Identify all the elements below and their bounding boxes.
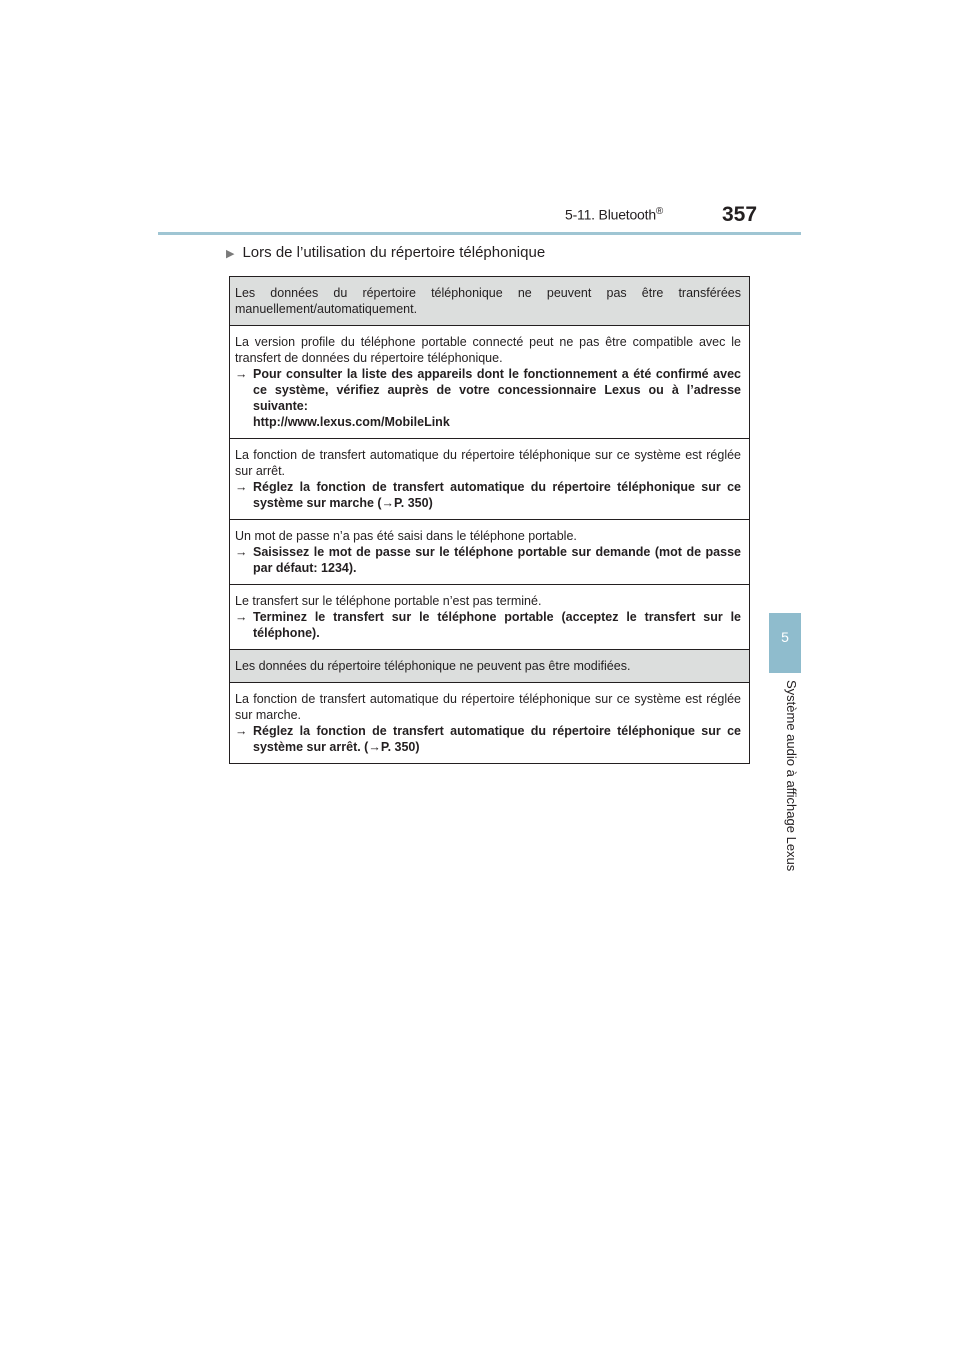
- section-heading-text: Lors de l’utilisation du répertoire téléphonique: [242, 244, 546, 261]
- chapter-title-text: 5-11. Bluetooth: [565, 206, 656, 223]
- row-remedy-text: Terminez le transfert sur le téléphone portable (acceptez le transfert sur le téléphone).: [253, 610, 741, 640]
- table-row: [230, 326, 749, 439]
- chapter-title: [565, 206, 663, 223]
- table-row: [230, 683, 749, 763]
- row-cause: La fonction de transfert automatique du répertoire téléphonique sur ce système est réglée sur arrêt.: [235, 448, 741, 478]
- row-remedy-text: Pour consulter la liste des appareils dont le fonctionnement a été confirmé avec ce système, vérifiez auprès de votre concessionnaire Lexus ou à l’adresse suivante:: [253, 367, 741, 413]
- row-cause: La fonction de transfert automatique du répertoire téléphonique sur ce système est réglée sur marche.: [235, 692, 741, 722]
- table-row: [230, 520, 749, 585]
- row-cause: Les données du répertoire téléphonique ne peuvent pas être transférées manuellement/automatiquement.: [235, 286, 741, 316]
- row-cause: La version profile du téléphone portable connecté peut ne pas être compatible avec le transfert de données du répertoire téléphonique.: [235, 335, 741, 365]
- row-cause: Un mot de passe n’a pas été saisi dans le téléphone portable.: [235, 529, 577, 543]
- triangle-bullet-icon: ▶: [226, 248, 235, 260]
- arrow-icon: →: [235, 480, 248, 494]
- row-remedy-text: Réglez la fonction de transfert automatique du répertoire téléphonique sur ce système sur marche (→P. 350): [253, 480, 741, 510]
- row-remedy-text: Saisissez le mot de passe sur le téléphone portable sur demande (mot de passe par défaut: 1234).: [253, 545, 741, 575]
- troubleshooting-table: [229, 276, 750, 764]
- arrow-icon: →: [235, 545, 248, 559]
- row-remedy: [235, 723, 741, 755]
- arrow-icon: →: [235, 367, 248, 381]
- row-remedy: [235, 609, 741, 641]
- registered-mark: ®: [655, 206, 664, 217]
- chapter-side-label: Système audio à affichage Lexus: [784, 680, 799, 872]
- arrow-icon: →: [235, 610, 248, 624]
- row-remedy: [235, 479, 741, 511]
- table-row-problem: [230, 277, 749, 326]
- page-number: 357: [722, 203, 758, 226]
- table-row-problem: [230, 650, 749, 683]
- header-rule: [158, 232, 801, 235]
- table-row: [230, 439, 749, 520]
- chapter-tab-number: 5: [781, 629, 789, 645]
- arrow-icon: →: [235, 724, 248, 738]
- row-cause: Les données du répertoire téléphonique ne peuvent pas être modifiées.: [235, 659, 631, 673]
- row-remedy: [235, 366, 741, 430]
- table-row: [230, 585, 749, 650]
- section-heading: [226, 244, 545, 261]
- row-cause: Le transfert sur le téléphone portable n’est pas terminé.: [235, 594, 542, 608]
- row-remedy: [235, 544, 741, 576]
- remedy-link[interactable]: http://www.lexus.com/MobileLink: [253, 415, 450, 429]
- row-remedy-text: Réglez la fonction de transfert automatique du répertoire téléphonique sur ce système sur arrêt. (→P. 350): [253, 724, 741, 754]
